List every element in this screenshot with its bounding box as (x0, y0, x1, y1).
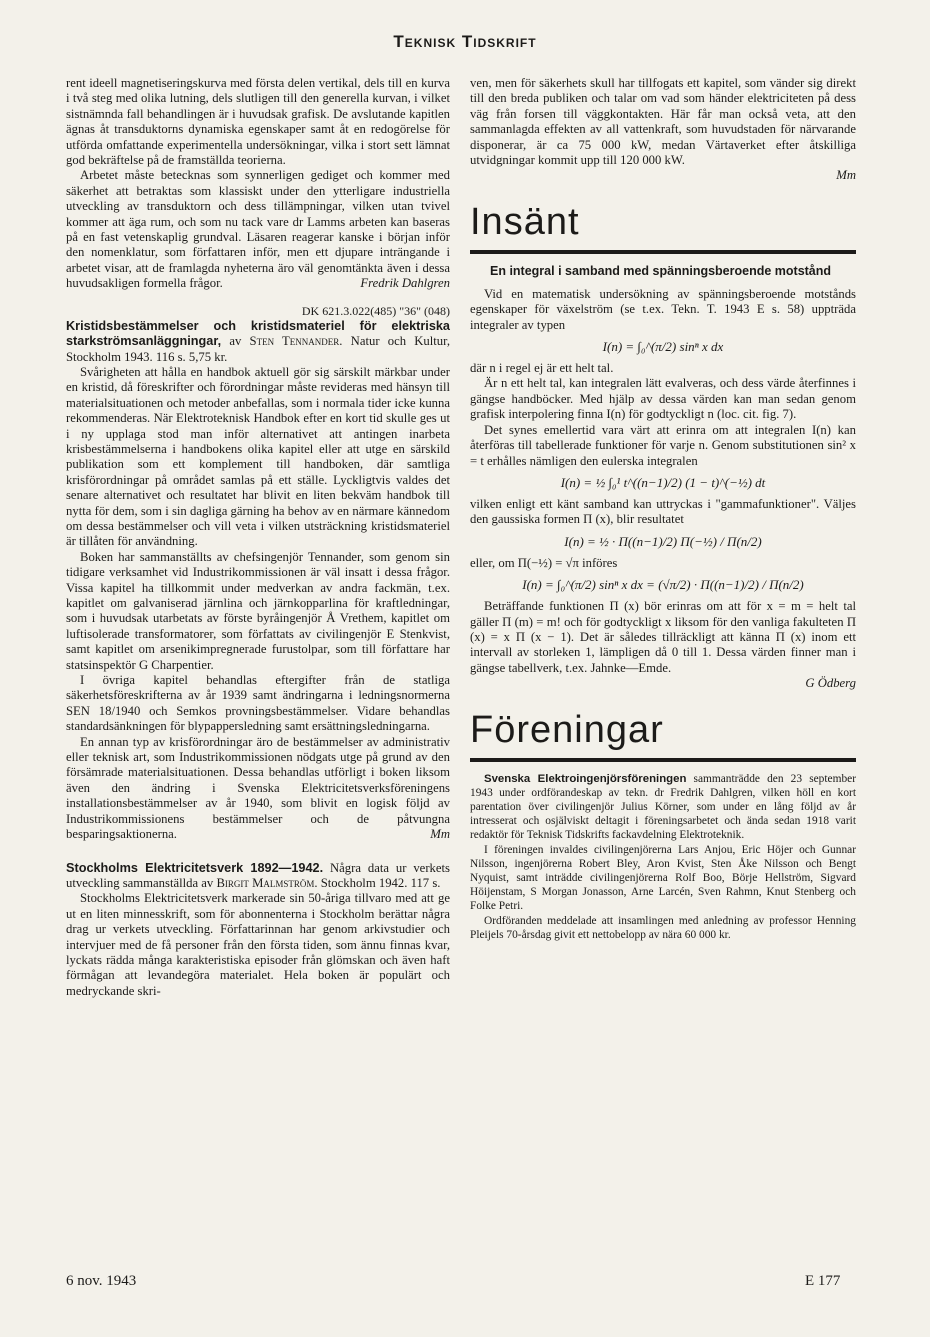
paragraph: Det synes emellertid vara värt att erinra om att integralen I(n) kan återföras till tabellerade funktioner för varje n. Genom substitutionen sin² x = t erhålles nämligen den eulerska integralen (470, 422, 856, 468)
paragraph: eller, om Π(−½) = √π införes (470, 555, 618, 570)
paragraph: Stockholms Elektricitetsverk markerade sin 50-åriga tillvaro med att ge ut en liten minnesskrift, som för abonnenterna i Stockholm berättar några drag ur verkets utveckling. Författarinnan har genom arkivstudier och intervjuer med de få personer från den första tiden, som ännu finnas kvar, lyckats rädda många karakteristiska episoder från glömskan och även haft förmågan att levandegöra materialet. Hela boken är populärt och medryckande skri- (66, 891, 450, 998)
section-rule (470, 250, 856, 254)
paragraph: Ordföranden meddelade att insamlingen med anledning av professor Henning Pleijels 70-årsdag givit ett nettobelopp av nära 60 000 kr. (470, 914, 856, 941)
section-heading-insant: Insänt (470, 200, 580, 243)
section-heading-foreningar: Föreningar (470, 708, 664, 751)
equation: I(n) = ∫₀^(π/2) sinⁿ x dx (602, 339, 724, 355)
page-number: E 177 (805, 1273, 841, 1289)
equation: I(n) = ∫₀^(π/2) sinⁿ x dx = (√π/2) · Π((n−1)/2) / Π(n/2) (522, 577, 804, 593)
paragraph: Vid en matematisk undersökning av spänningsberoende motstånds egenskaper för växelström (se t.ex. Tekn. T. 1943 E s. 58) uppträda integraler av typen (470, 286, 856, 332)
review-heading: Kristidsbestämmelser och kristidsmateriel för elektriska starkströmsanläggningar, av Sten Tennander. Natur och Kultur, Stockholm 1943. 116 s. 5,75 kr. (66, 318, 451, 364)
footer-date: 6 nov. 1943 (66, 1273, 137, 1289)
equation: I(n) = ½ ∫₀¹ t^((n−1)/2) (1 − t)^(−½) dt (560, 474, 766, 490)
review-heading: Stockholms Elektricitetsverk 1892—1942. Några data ur verkets utveckling sammanställda av Birgit Malmström. Stockholm 1942. 117 s. (66, 860, 450, 890)
paragraph: ven, men för säkerhets skull har tillfogats ett kapitel, som vänder sig direkt till den breda publiken och talar om vad som händer elektriciteten på dess väg från forsen till väggkontakten. Här får man också veta, att den sammanlagda effekten av all vattenkraft, som huvudstaden för närvarande disponerar, är ca 75 000 kW, medan Värtaverket efter åtskilliga utvidgningar kommit upp till 120 000 kW. (470, 76, 856, 168)
paragraph: I övriga kapitel behandlas eftergifter från de statliga säkerhetsföreskrifterna av år 1939 samt ändringarna i ledningsnormerna SEN 18/1940 och Semkos provningsbestämmelser. Vidare behandlas standardsänkningen för blypappersledning samt ersättningsledningarna. (66, 673, 450, 734)
paragraph: Svenska Elektroingenjörsföreningen sammanträdde den 23 september 1943 under ordförandeskap av tekn. dr Fredrik Dahlgren, vilken höll en kort parentation över civilingenjör Julius Körner, som under en lång följd av år intresserat och osjälviskt deltagit i föreningsarbetet och ända sedan 1918 varit redaktör för Teknisk Tidskrifts fackavdelning Elektroteknik. (470, 772, 856, 842)
signature: Fredrik Dahlgren (360, 276, 450, 291)
article-title: En integral i samband med spänningsberoende motstånd (490, 263, 832, 278)
paragraph: I föreningen invaldes civilingenjörerna Lars Anjou, Eric Höjer och Gunnar Nilsson, ingenjörerna Robert Bley, Aron Kvist, Sten Åke Nilsson och Bengt Nyquist, samt inträdde civilingenjörerna Rolf Boo, Börje Hellström, Sigvard Höijenstam, S Morgan Jonasson, Arne Larcén, Sven Rahmn, Knut Stenberg och Folke Petri. (470, 843, 856, 913)
paragraph: Arbetet måste betecknas som synnerligen gediget och kommer med säkerhet att betraktas som klassiskt under den ytterligare industriella utveckling av transduktorn och dess tillämpningar, vilken utan tvivel kommer att äga rum, och som nu tack vare dr Lamms arbeten kan baseras på en fast vetenskaplig grundval. Läsaren reagerar kanske i början inför den nomenklatur, som författaren inför, men ett djupare inträngande i arbetet visar, att de framlagda nyheterna äro väl genomtänkta även i dessa huvudsakligen formella frågor. Fredrik Dahlgren (66, 168, 450, 291)
paragraph: Boken har sammanställts av chefsingenjör Tennander, som genom sin tidigare verksamhet vid Industrikommissionen är väl insatt i dessa frågor. Vissa kapitel ha tillkommit under medverkan av andra fackmän, t.ex. kapitlet om galvaniserad järnlina och järnkopparlina för kraftledningar, som i huvudsak utarbetats av förste byråingenjör Å Vrethem, kapitlet om luftisolerade transformatorer, som författats av civilingenjör E Stenkvist, samt kapitlet om arsenikimpregnerade furustolpar, som till författare har statsinspektör G Charpentier. (66, 549, 450, 672)
section-rule (470, 758, 856, 762)
signature: G Ödberg (805, 676, 856, 691)
paragraph: rent ideell magnetiseringskurva med första delen vertikal, dels till en kurva i två steg med olika lutning, dels slutligen till den generella kurvan, i vilket sistnämnda fall behandlingen är i huvudsak grafisk. De avslutande kapitlen ägnas åt transduktorns dynamiska egenskaper samt åt en redogörelse för utförda omfattande experimentella undersökningar, vilka i stort sett lämnat god bekräftelse på de framställda teorierna. (66, 76, 450, 168)
left-column (66, 76, 450, 999)
review-author: Sten Tennander. (249, 334, 343, 349)
paragraph: där n i regel ej är ett helt tal. (470, 361, 614, 376)
paragraph: En annan typ av krisförordningar äro de bestämmelser av administrativ eller teknisk art, som Industrikommissionen nödgats utge på grund av den försämrade materialsituationen. Dessa behandlas utförligt i boken liksom även den ändring i Svenska Elektricitetsverksföreningens installationsbestämmelser av år 1940, som blivit en logisk följd av Industrikommissionens bestämmelser och de påtvungna besparingsaktionerna. Mm (66, 734, 450, 842)
equation: I(n) = ½ · Π((n−1)/2) Π(−½) / Π(n/2) (564, 533, 762, 549)
review-author: Birgit Malmström. (216, 875, 318, 890)
signature: Mm (430, 827, 450, 842)
paragraph: Är n ett helt tal, kan integralen lätt evalveras, och dess värde återfinnes i gängse handböcker. Med hjälp av dessa värden kan man sedan genom grafisk interpolering finna I(n) för godtyckligt n (loc. cit. fig. 7). (470, 376, 856, 422)
paragraph: Svårigheten att hålla en handbok aktuell gör sig särskilt märkbar under en kristid, då föreskrifter och förordningar måste revideras med hänsyn till materialsituationen och metoder anbefallas, som i normala tider icke kunna rekommenderas. När Elektroteknisk Handbok efter en kort tid skulle ges ut i ny upplaga stod man inför alternativet att antingen inarbeta krisbestämmelserna i handbokens olika kapitel eller att utge en särskild publikation som ett komplement till handboken, där samtliga krisförordningar på området samlas på ett ställe. Lyckligtvis valdes det senare alternativet och resultatet har blivit en liten bekväm handbok till nytta för dem, som i sin dagliga gärning ha behov av en närmare kännedom om dessa bestämmelser och vill veta i vilken utsträckning kristidsmateriel är tillåten för användning. (66, 364, 450, 549)
review-title: Stockholms Elektricitetsverk 1892—1942. (66, 860, 324, 875)
paragraph: vilken enligt ett känt samband kan uttryckas i "gammafunktioner". Väljes den gaussiska formen Π (x), blir resultatet (470, 496, 856, 527)
paragraph: Beträffande funktionen Π (x) bör erinras om att för x = m = helt tal gäller Π (m) = m! och för godtyckligt x liksom för den vanliga fakulteten Π (x) = x Π (x − 1). Det är således tillräckligt att känna Π (x) inom ett intervall av storleken 1, lämpligen då 0 till 1. Dessa värden finner man i gängse tabellverk, t.ex. Jahnke—Emde. (470, 599, 856, 675)
dk-classification: DK 621.3.022(485) "36" (048) (301, 303, 450, 318)
journal-header: Teknisk Tidskrift (393, 32, 537, 51)
signature: Mm (836, 168, 856, 183)
right-column (470, 76, 856, 942)
review-title: Kristidsbestämmelser och kristidsmateriel för elektriska starkströmsanläggningar, (66, 318, 450, 349)
